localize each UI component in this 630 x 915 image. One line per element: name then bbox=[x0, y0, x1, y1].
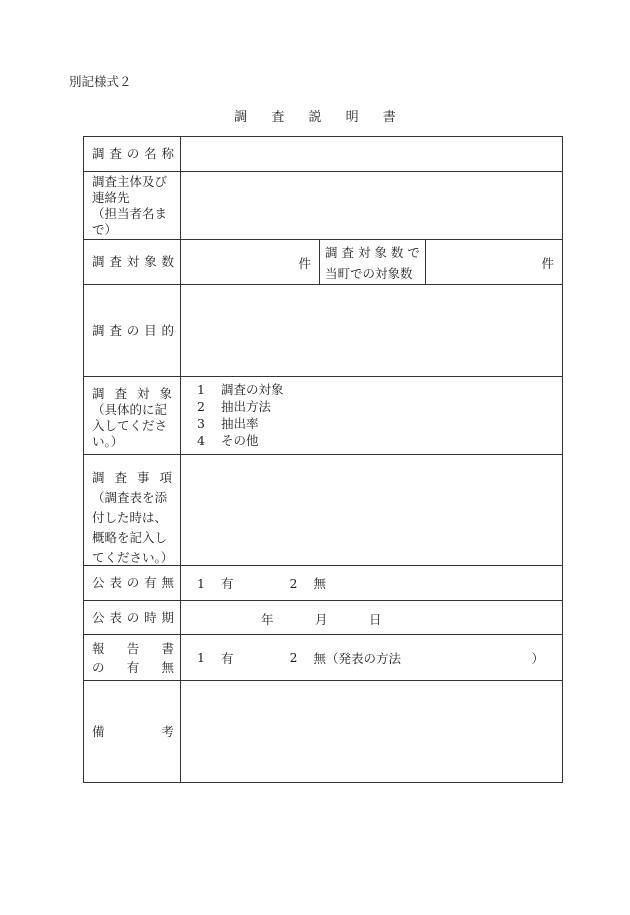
label-publication: 公 表 の 有 無 bbox=[84, 566, 181, 600]
title-char: 調 bbox=[234, 110, 248, 125]
row-publication bbox=[84, 566, 562, 601]
label-survey-name: 調 査 の 名 称 bbox=[84, 137, 181, 171]
field-survey-target[interactable] bbox=[181, 377, 562, 454]
option-yes[interactable]: 有 bbox=[221, 650, 234, 666]
label-survey-target: 調 査 対 象 （具体的に記 入してくださ い。） bbox=[84, 377, 181, 454]
field-purpose[interactable] bbox=[181, 285, 562, 376]
row-survey-target bbox=[84, 377, 562, 455]
survey-form-table bbox=[83, 136, 563, 783]
row-publication-time bbox=[84, 601, 562, 635]
unit-ken: 件 bbox=[541, 256, 554, 271]
label-report: 報 告 書 の 有 無 bbox=[84, 635, 181, 680]
unit-ken: 件 bbox=[298, 256, 311, 271]
field-contact[interactable] bbox=[181, 172, 562, 239]
list-item: 3 抽出率 bbox=[197, 416, 259, 431]
row-purpose bbox=[84, 285, 562, 377]
label-purpose: 調 査 の 目 的 bbox=[84, 285, 181, 376]
label-target-count: 調 査 対 象 数 bbox=[84, 240, 181, 284]
list-item: 1 調査の対象 bbox=[197, 382, 284, 397]
list-item: 4 その他 bbox=[197, 433, 259, 448]
title-char: 書 bbox=[382, 110, 396, 125]
label-remarks: 備 考 bbox=[84, 681, 181, 783]
row-contact bbox=[84, 172, 562, 240]
option-no[interactable]: 無 bbox=[313, 576, 327, 591]
row-target-count bbox=[84, 240, 562, 285]
field-target-count[interactable] bbox=[181, 240, 319, 284]
option-no-publication-method[interactable]: 無（発表の方法 bbox=[313, 650, 402, 666]
title-char: 明 bbox=[345, 110, 359, 125]
field-survey-matters[interactable] bbox=[181, 455, 562, 565]
field-remarks[interactable] bbox=[181, 681, 562, 783]
title-char: 査 bbox=[271, 110, 285, 125]
field-publication: 1 有 2 無 bbox=[197, 575, 327, 591]
field-publication-time[interactable]: 年 月 日 bbox=[261, 612, 382, 627]
label-local-target-count: 調 査 対 象 数 で 当町での対象数 bbox=[319, 240, 426, 284]
title-char: 説 bbox=[308, 110, 322, 125]
list-item: 2 抽出方法 bbox=[197, 399, 272, 414]
form-number-label: 別記様式２ bbox=[69, 74, 132, 89]
label-publication-time: 公 表 の 時 期 bbox=[84, 601, 181, 634]
row-report bbox=[84, 635, 562, 681]
row-remarks bbox=[84, 681, 562, 783]
field-local-target-count[interactable] bbox=[426, 240, 562, 284]
option-yes[interactable]: 有 bbox=[221, 576, 234, 591]
row-survey-name bbox=[84, 137, 562, 172]
label-contact: 調査主体及び 連絡先 （担当者名ま で） bbox=[84, 172, 181, 239]
row-survey-matters bbox=[84, 455, 562, 566]
field-report: 1 有 2 無（発表の方法 ） bbox=[197, 650, 544, 666]
document-title bbox=[0, 106, 630, 125]
field-survey-name[interactable] bbox=[181, 137, 562, 171]
label-survey-matters: 調 査 事 項 （調査表を添 付した時は、 概略を記入し てください。） bbox=[84, 455, 181, 565]
